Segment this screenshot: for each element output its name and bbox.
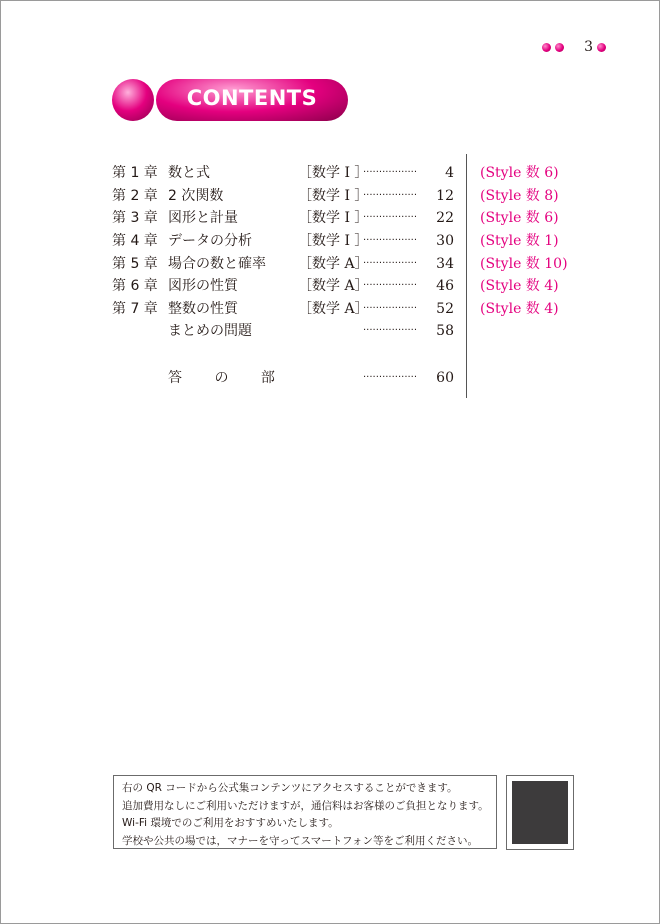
page-number-area bbox=[542, 38, 606, 56]
toc-title: 図形と計量 bbox=[168, 210, 238, 226]
toc-leader-dots: ················· bbox=[363, 303, 418, 314]
toc-page: 52 bbox=[436, 301, 454, 317]
toc-row[interactable] bbox=[0, 230, 600, 252]
toc-chapter: 第 6 章 bbox=[112, 278, 158, 294]
column-divider bbox=[466, 154, 467, 398]
toc-title: まとめの問題 bbox=[168, 323, 252, 339]
toc-page: 46 bbox=[436, 278, 454, 294]
toc-style-ref: (Style 数 4) bbox=[480, 278, 559, 294]
info-line: Wi-Fi 環境でのご利用をおすすめいたします。 bbox=[122, 817, 339, 829]
toc-page: 34 bbox=[436, 256, 454, 272]
toc-leader-dots: ················· bbox=[363, 258, 418, 269]
toc-leader-dots: ················· bbox=[363, 280, 418, 291]
toc-title: 2 次関数 bbox=[168, 188, 224, 204]
toc-leader-dots: ················· bbox=[363, 235, 418, 246]
qr-code-frame[interactable] bbox=[506, 775, 574, 850]
contents-header bbox=[112, 79, 348, 121]
toc-chapter: 第 2 章 bbox=[112, 188, 158, 204]
contents-banner bbox=[156, 79, 348, 121]
toc-row[interactable] bbox=[0, 162, 600, 184]
toc-row[interactable] bbox=[0, 253, 600, 275]
pink-dot-icon bbox=[597, 43, 606, 52]
pink-dot-icon bbox=[555, 43, 564, 52]
toc-subject: ［数学 I ］ bbox=[298, 188, 369, 204]
toc-subject: ［数学 A］ bbox=[298, 301, 369, 317]
toc-style-ref: (Style 数 4) bbox=[480, 301, 559, 317]
toc-chapter: 第 4 章 bbox=[112, 233, 158, 249]
toc-title: データの分析 bbox=[168, 233, 252, 249]
toc-page: 60 bbox=[436, 370, 454, 386]
toc-page: 30 bbox=[436, 233, 454, 249]
toc-leader-dots: ················· bbox=[363, 167, 418, 178]
toc-style-ref: (Style 数 1) bbox=[480, 233, 559, 249]
toc-subject: ［数学 A］ bbox=[298, 278, 369, 294]
pink-ball-icon bbox=[112, 79, 154, 121]
toc-style-ref: (Style 数 6) bbox=[480, 165, 559, 181]
toc-title: 場合の数と確率 bbox=[168, 256, 266, 272]
qr-info-box bbox=[113, 775, 497, 849]
contents-title: CONTENTS bbox=[186, 86, 318, 110]
toc-title: 数と式 bbox=[168, 165, 210, 181]
toc-subject: ［数学 I ］ bbox=[298, 233, 369, 249]
page-number: 3 bbox=[584, 39, 593, 55]
toc-title: 整数の性質 bbox=[168, 301, 238, 317]
toc-subject: ［数学 I ］ bbox=[298, 165, 369, 181]
toc-subject: ［数学 I ］ bbox=[298, 210, 369, 226]
toc-chapter: 第 7 章 bbox=[112, 301, 158, 317]
toc-chapter: 第 3 章 bbox=[112, 210, 158, 226]
toc-page: 22 bbox=[436, 210, 454, 226]
toc-row[interactable] bbox=[0, 275, 600, 297]
toc-row[interactable] bbox=[0, 207, 600, 229]
toc-page: 12 bbox=[436, 188, 454, 204]
info-line: 追加費用なしにご利用いただけますが，通信料はお客様のご負担となります。 bbox=[122, 799, 489, 812]
toc-row[interactable] bbox=[0, 185, 600, 207]
toc-style-ref: (Style 数 10) bbox=[480, 256, 568, 272]
qr-code-icon[interactable] bbox=[512, 781, 568, 844]
toc-title: 図形の性質 bbox=[168, 278, 238, 294]
toc-chapter: 第 5 章 bbox=[112, 256, 158, 272]
toc-style-ref: (Style 数 8) bbox=[480, 188, 559, 204]
toc-page: 4 bbox=[445, 165, 454, 181]
info-line: 学校や公共の場では，マナーを守ってスマートフォン等をご利用ください。 bbox=[122, 834, 478, 847]
toc-row-answers[interactable] bbox=[0, 367, 600, 389]
toc-row[interactable] bbox=[0, 298, 600, 320]
answers-label: 答 の 部 bbox=[168, 370, 289, 386]
pink-dot-icon bbox=[542, 43, 551, 52]
toc-leader-dots: ················· bbox=[363, 190, 418, 201]
toc-chapter: 第 1 章 bbox=[112, 165, 158, 181]
toc-leader-dots: ················· bbox=[363, 325, 418, 336]
info-line: 右の QR コードから公式集コンテンツにアクセスすることができます。 bbox=[122, 782, 458, 794]
toc-page: 58 bbox=[436, 323, 454, 339]
toc-style-ref: (Style 数 6) bbox=[480, 210, 559, 226]
toc-subject: ［数学 A］ bbox=[298, 256, 369, 272]
toc-row[interactable] bbox=[0, 320, 600, 342]
toc-leader-dots: ················· bbox=[363, 372, 418, 383]
toc-leader-dots: ················· bbox=[363, 212, 418, 223]
